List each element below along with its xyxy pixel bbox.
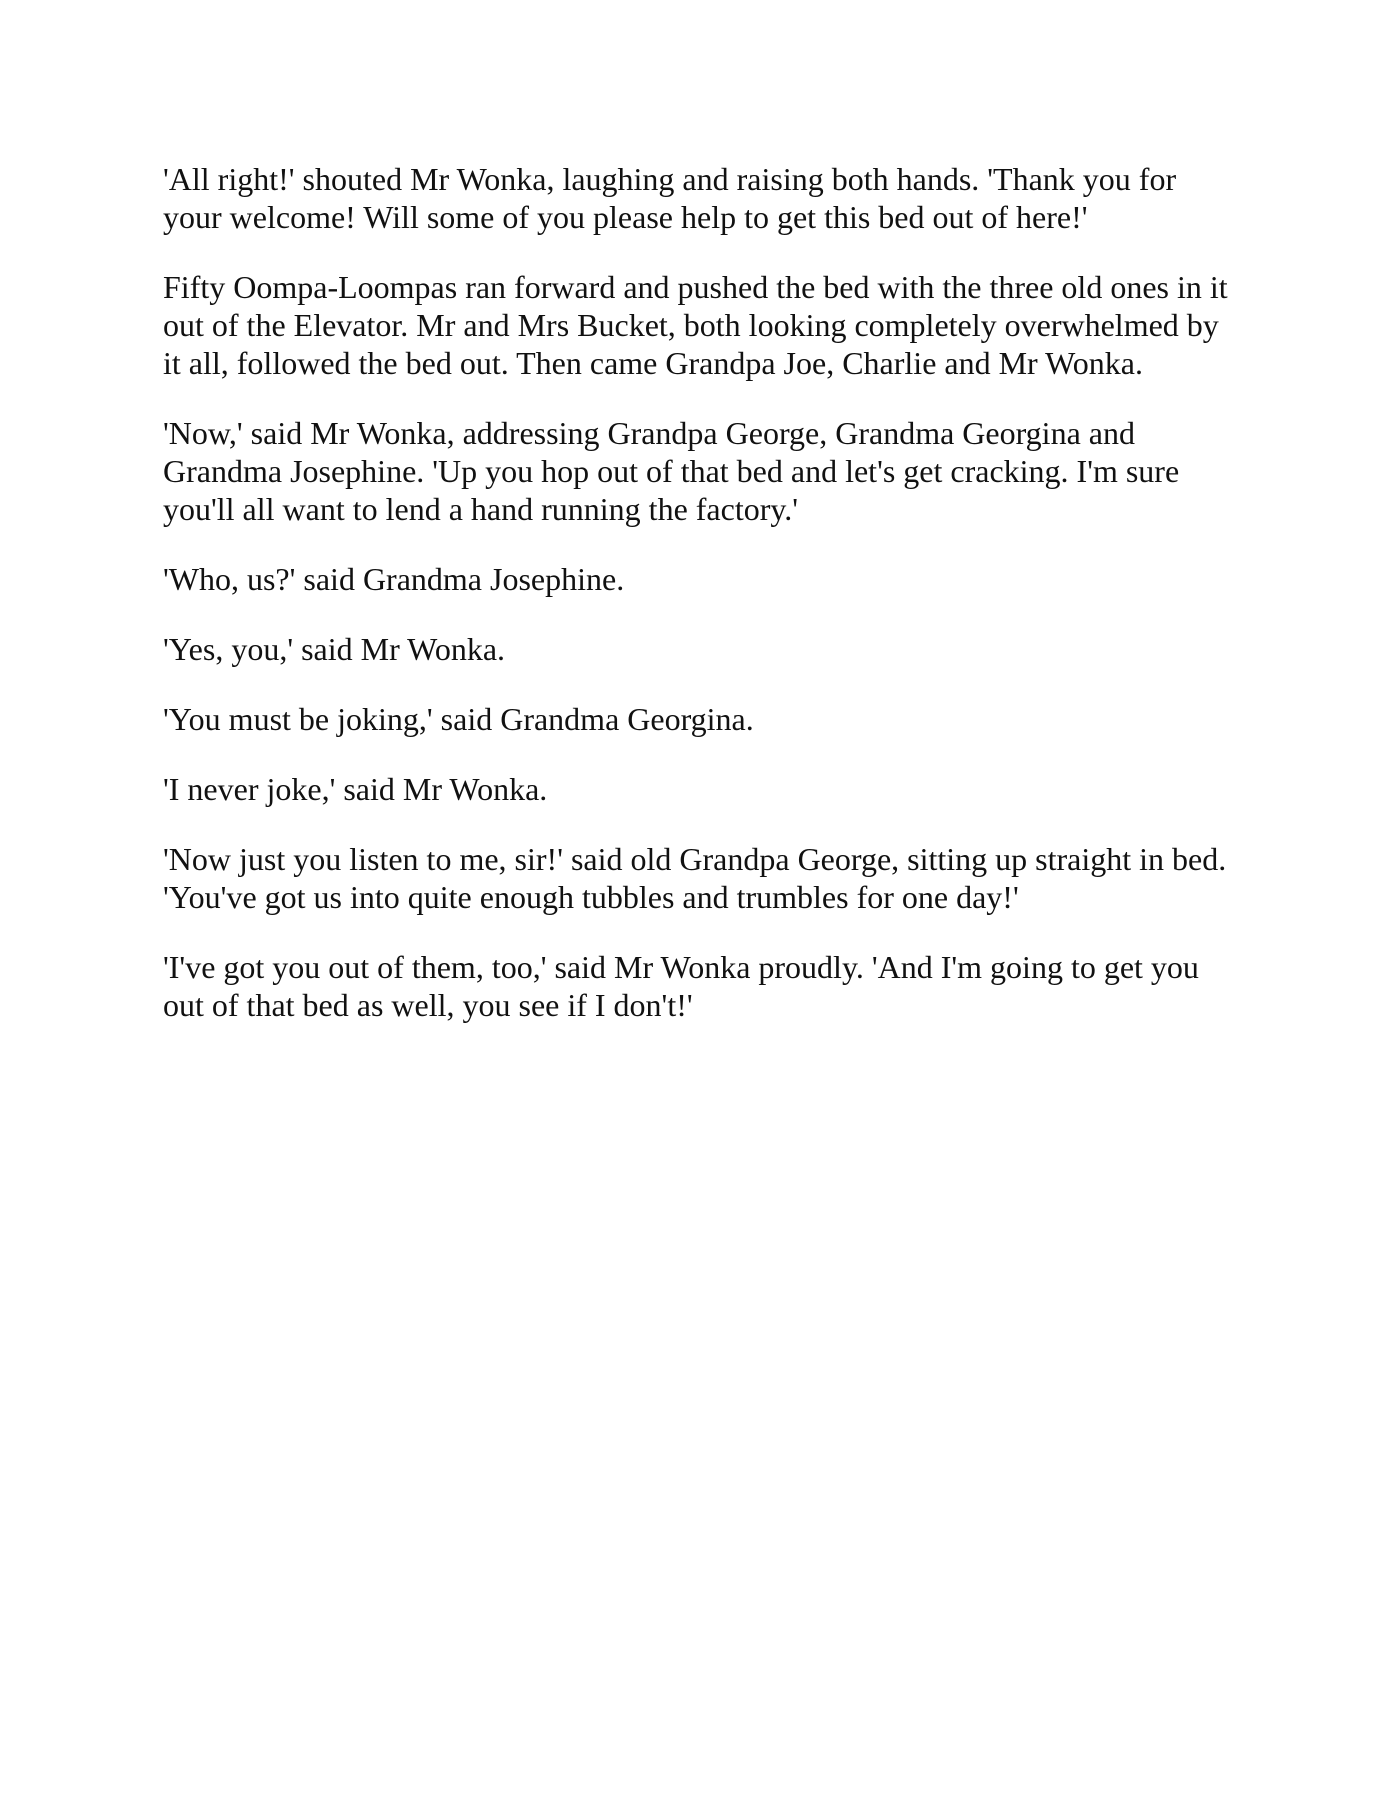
paragraph: 'Now,' said Mr Wonka, addressing Grandpa George, Grandma Georgina and Grandma Josephine. 'Up you hop out of that bed and let's get cracking. I'm sure you'll all want to lend a hand running the factory.' (163, 415, 1180, 527)
paragraph: 'I've got you out of them, too,' said Mr Wonka proudly. 'And I'm going to get you out of that bed as well, you see if I don't!' (163, 949, 1199, 1023)
document-body (163, 160, 1233, 1056)
paragraph: 'You must be joking,' said Grandma Georgina. (163, 701, 754, 737)
paragraph: 'I never joke,' said Mr Wonka. (163, 771, 548, 807)
paragraph: 'Now just you listen to me, sir!' said old Grandpa George, sitting up straight in bed. 'You've got us into quite enough tubbles and trumbles for one day!' (163, 841, 1227, 915)
paragraph: Fifty Oompa-Loompas ran forward and pushed the bed with the three old ones in it out of the Elevator. Mr and Mrs Bucket, both looking completely overwhelmed by it all, followed the bed out. Then came Grandpa Joe, Charlie and Mr Wonka. (163, 269, 1228, 381)
paragraph: 'All right!' shouted Mr Wonka, laughing and raising both hands. 'Thank you for your welcome! Will some of you please help to get this bed out of here!' (163, 161, 1177, 235)
paragraph: 'Yes, you,' said Mr Wonka. (163, 631, 506, 667)
paragraph: 'Who, us?' said Grandma Josephine. (163, 561, 625, 597)
